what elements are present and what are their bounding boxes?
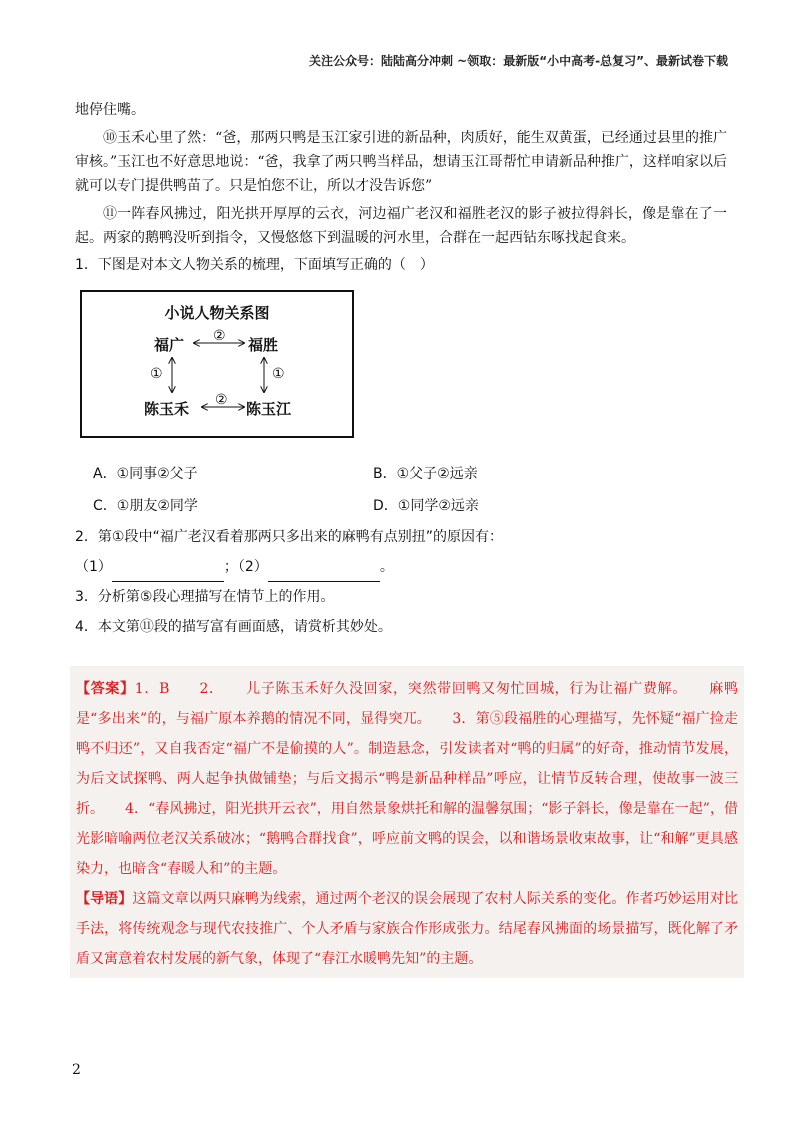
guide-tag: 【导语】 [76,891,133,907]
page-header: 关注公众号：陆陆高分冲刺 ~领取：最新版“小中高考-总复习”、最新试卷下载 [309,54,728,68]
page-content [75,98,739,978]
option-c: C．①朋友②同学 [93,498,198,514]
guide-section [76,884,738,974]
option-d: D．①同学②远亲 [373,498,479,514]
relationship-diagram [80,290,354,438]
node-fusheng: 福胜 [248,336,279,354]
answer-box [70,666,744,978]
blank-1-line [112,563,224,582]
passage-line-0: 地停住嘴。 [75,102,145,118]
passage-paragraph-11: ⑪一阵春风拂过，阳光拱开厚厚的云衣，河边福广老汉和福胜老汉的影子被拉得斜长，像是靠在了一起。两家的鹅鸭没听到指令，又慢悠悠下到温暖的河水里，合群在一起西钻东啄找起食来。 [75,206,727,246]
node-chen-yuhe: 陈玉禾 [144,400,190,418]
question-2-blanks [75,552,727,582]
diagram-title: 小说人物关系图 [164,304,270,322]
blank-2-label: ；（2） [223,559,268,575]
answer-section [76,674,738,884]
question-4: 4．本文第⑪段的描写富有画面感，请赏析其妙处。 [75,619,392,635]
answer-options [75,458,727,522]
answer-text: 1．B 2． 儿子陈玉禾好久没回家，突然带回鸭又匆忙回城，行为让福广费解。 麻鸭是“多出来”的，与福广原本养鹅的情况不同，显得突兀。 3．第⑤段福胜的心理描写，先怀疑“福广捡走鸭不归还”，又自我否定“福广不是偷摸的人”。制造悬念，引发读者对“鸭的归属”的好奇，推动情节发展，为后文试探鸭、两人起争执做铺垫；与后文揭示“鸭是新品种样品”呼应，让情节反转合理，使故事一波三折。 4．“春风拂过，阳光拱开云衣”，用自然景象烘托和解的温馨氛围；“影子斜长，像是靠在一起”，借光影暗喻两位老汉关系破冰；“鹅鸭合群找食”，呼应前文鸭的误会，以和谐场景收束故事，让“和解”更具感染力，也暗含“春暖人和”的主题。 [76,681,738,877]
label-top: ② [213,328,226,344]
question-2: 2．第①段中“福广老汉看着那两只多出来的麻鸭有点别扭”的原因有： [75,529,503,545]
passage-paragraph-10: ⑩玉禾心里了然：“爸，那两只鸭是玉江家引进的新品种，肉质好，能生双黄蛋，已经通过县里的推广审核。”玉江也不好意思地说：“爸，我拿了两只鸭当样品，想请玉江哥帮忙申请新品种推广，这样咱家以后就可以专门提供鸭苗了。只是怕您不让，所以才没告诉您” [75,130,727,194]
label-left: ① [150,366,163,382]
blank-2-line [268,563,380,582]
node-fuguang: 福广 [154,336,185,354]
label-bottom: ② [215,392,228,408]
question-1: 1．下图是对本文人物关系的梳理，下面填写正确的（ ） [75,257,434,273]
answer-tag: 【答案】 [76,681,135,697]
question-3: 3．分析第⑤段心理描写在情节上的作用。 [75,589,335,605]
option-a: A．①同事②父子 [93,466,198,482]
page-number: 2 [72,1062,81,1078]
node-chen-yujiang: 陈玉江 [246,400,292,418]
blank-1-label: （1） [75,559,112,575]
blank-end: 。 [379,559,394,575]
guide-text: 这篇文章以两只麻鸭为线索，通过两个老汉的误会展现了农村人际关系的变化。作者巧妙运用对比手法，将传统观念与现代农技推广、个人矛盾与家族合作形成张力。结尾春风拂面的场景描写，既化解了矛盾又寓意着农村发展的新气象，体现了“春江水暖鸭先知”的主题。 [76,891,739,967]
label-right: ① [272,366,285,382]
option-b: B．①父子②远亲 [373,466,478,482]
